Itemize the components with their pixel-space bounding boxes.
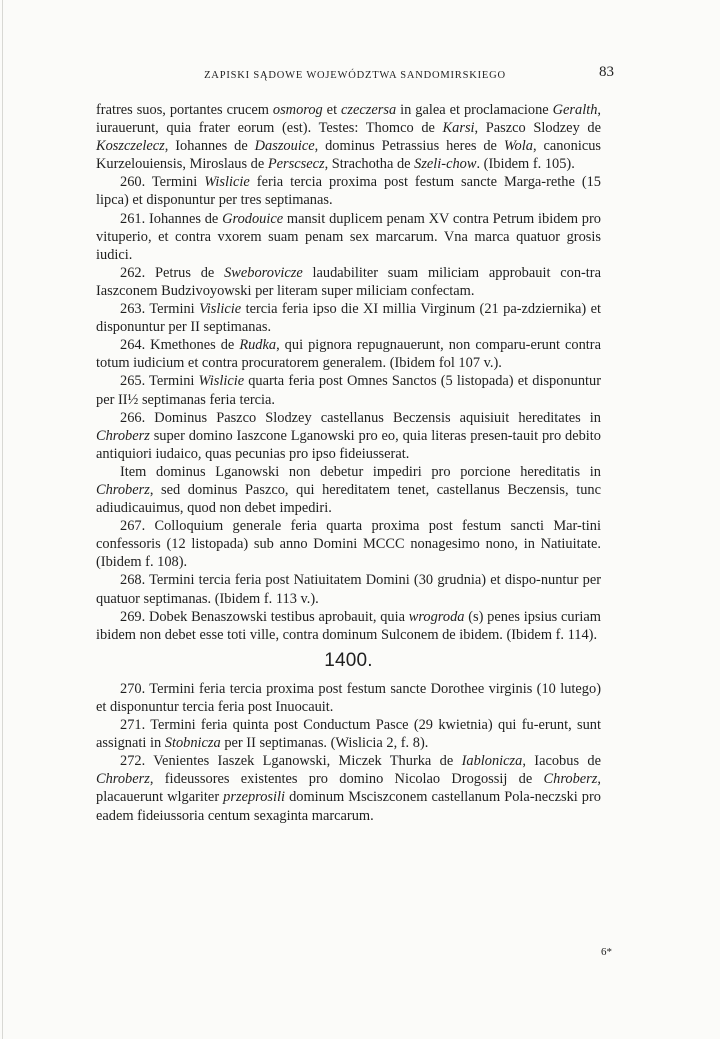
paragraph: 263. Termini Vislicie tercia feria ipso die XI millia Virginum (21 pa-zdziernika) et disponuntur per II septimanas. [96, 301, 601, 336]
paragraph: 266. Dominus Paszco Slodzey castellanus Beczensis aquisiuit hereditates in Chroberz super domino Iaszcone Lganowski pro eo, quia literas presen-tauit pro debito antiquiori iudaico, quas pecunias pro ipso fideiusserat. [96, 409, 601, 462]
page-edge-rule [2, 0, 3, 1039]
paragraph: 267. Colloquium generale feria quarta proxima post festum sancti Mar-tini confessoris (12 listopada) sub anno Domini MCCC nonagesimo nono, in Natiuitate. (Ibidem f. 108). [96, 518, 601, 571]
entries-1400 [96, 680, 601, 825]
page-number: 83 [599, 64, 614, 80]
year-heading: 1400. [324, 649, 373, 671]
paragraph: Item dominus Lganowski non debetur impediri pro porcione hereditatis in Chroberz, sed dominus Paszco, qui hereditatem tenet, castellanus Beczensis, tunc adiudicauimus, quod non debet impediri. [96, 463, 601, 517]
paragraph: 260. Termini Wislicie feria tercia proxima post festum sancte Marga-rethe (15 lipca) et disponuntur per tres septimanas. [96, 174, 601, 209]
page-body [96, 101, 601, 825]
entries-1399 [96, 101, 601, 644]
paragraph: fratres suos, portantes crucem osmorog et czeczersa in galea et proclamacione Geralth, iurauerunt, quia frater eorum (est). Testes: Thomco de Karsi, Paszco Slodzey de Koszczelecz, Iohannes de Daszouice, dominus Petrassius heres de Wola, canonicus Kurzelouiensis, Miroslaus de Perscsecz, Strachotha de Szeli-chow. (Ibidem f. 105). [96, 102, 602, 173]
paragraph: 271. Termini feria quinta post Conductum Pasce (29 kwietnia) qui fu-erunt, sunt assignati in Stobnicza per II septimanas. (Wislicia 2, f. 8). [96, 717, 601, 752]
paragraph: 265. Termini Wislicie quarta feria post Omnes Sanctos (5 listopada) et disponuntur per II½ septimanas feria tercia. [96, 373, 602, 408]
paragraph: 269. Dobek Benaszowski testibus aprobauit, quia wrogroda (s) penes ipsius curiam ibidem non debet esse toti ville, contra dominum Sulconem de ibidem. (Ibidem f. 114). [96, 608, 602, 643]
paragraph: 268. Termini tercia feria post Natiuitatem Domini (30 grudnia) et dispo-nuntur per quatuor septimanas. (Ibidem f. 113 v.). [96, 572, 601, 607]
paragraph: 261. Iohannes de Grodouice mansit duplicem penam XV contra Petrum ibidem pro vituperio, et contra vxorem suam penam sex marcarum. Vna marca quatuor grosis iudici. [96, 210, 601, 263]
page-header [96, 64, 614, 88]
paragraph: 272. Venientes Iaszek Lganowski, Miczek Thurka de Iablonicza, Iacobus de Chroberz, fideussores existentes pro domino Nicolao Drogossij de Chroberz, placauerunt wlgariter przeprosili dominum Msciszconem castellanum Pola-neczski pro eadem fideiussoria centum sexaginta marcarum. [96, 753, 601, 824]
paragraph: 270. Termini feria tercia proxima post festum sancte Dorothee virginis (10 lutego) et disponuntur tercia feria post Inuocauit. [96, 680, 601, 715]
running-head: ZAPISKI SĄDOWE WOJEWÓDZTWA SANDOMIRSKIEGO [204, 70, 506, 81]
paragraph: 264. Kmethones de Rudka, qui pignora repugnauerunt, non comparu-erunt contra totum iudicium et contra procuratorem generalem. (Ibidem fol 107 v.). [96, 337, 601, 372]
signature-mark: 6* [601, 946, 612, 958]
paragraph: 262. Petrus de Sweborovicze laudabiliter suam miliciam approbauit con-tra Iaszconem Budzivoyowski per literam super miliciam confectam. [96, 264, 601, 299]
